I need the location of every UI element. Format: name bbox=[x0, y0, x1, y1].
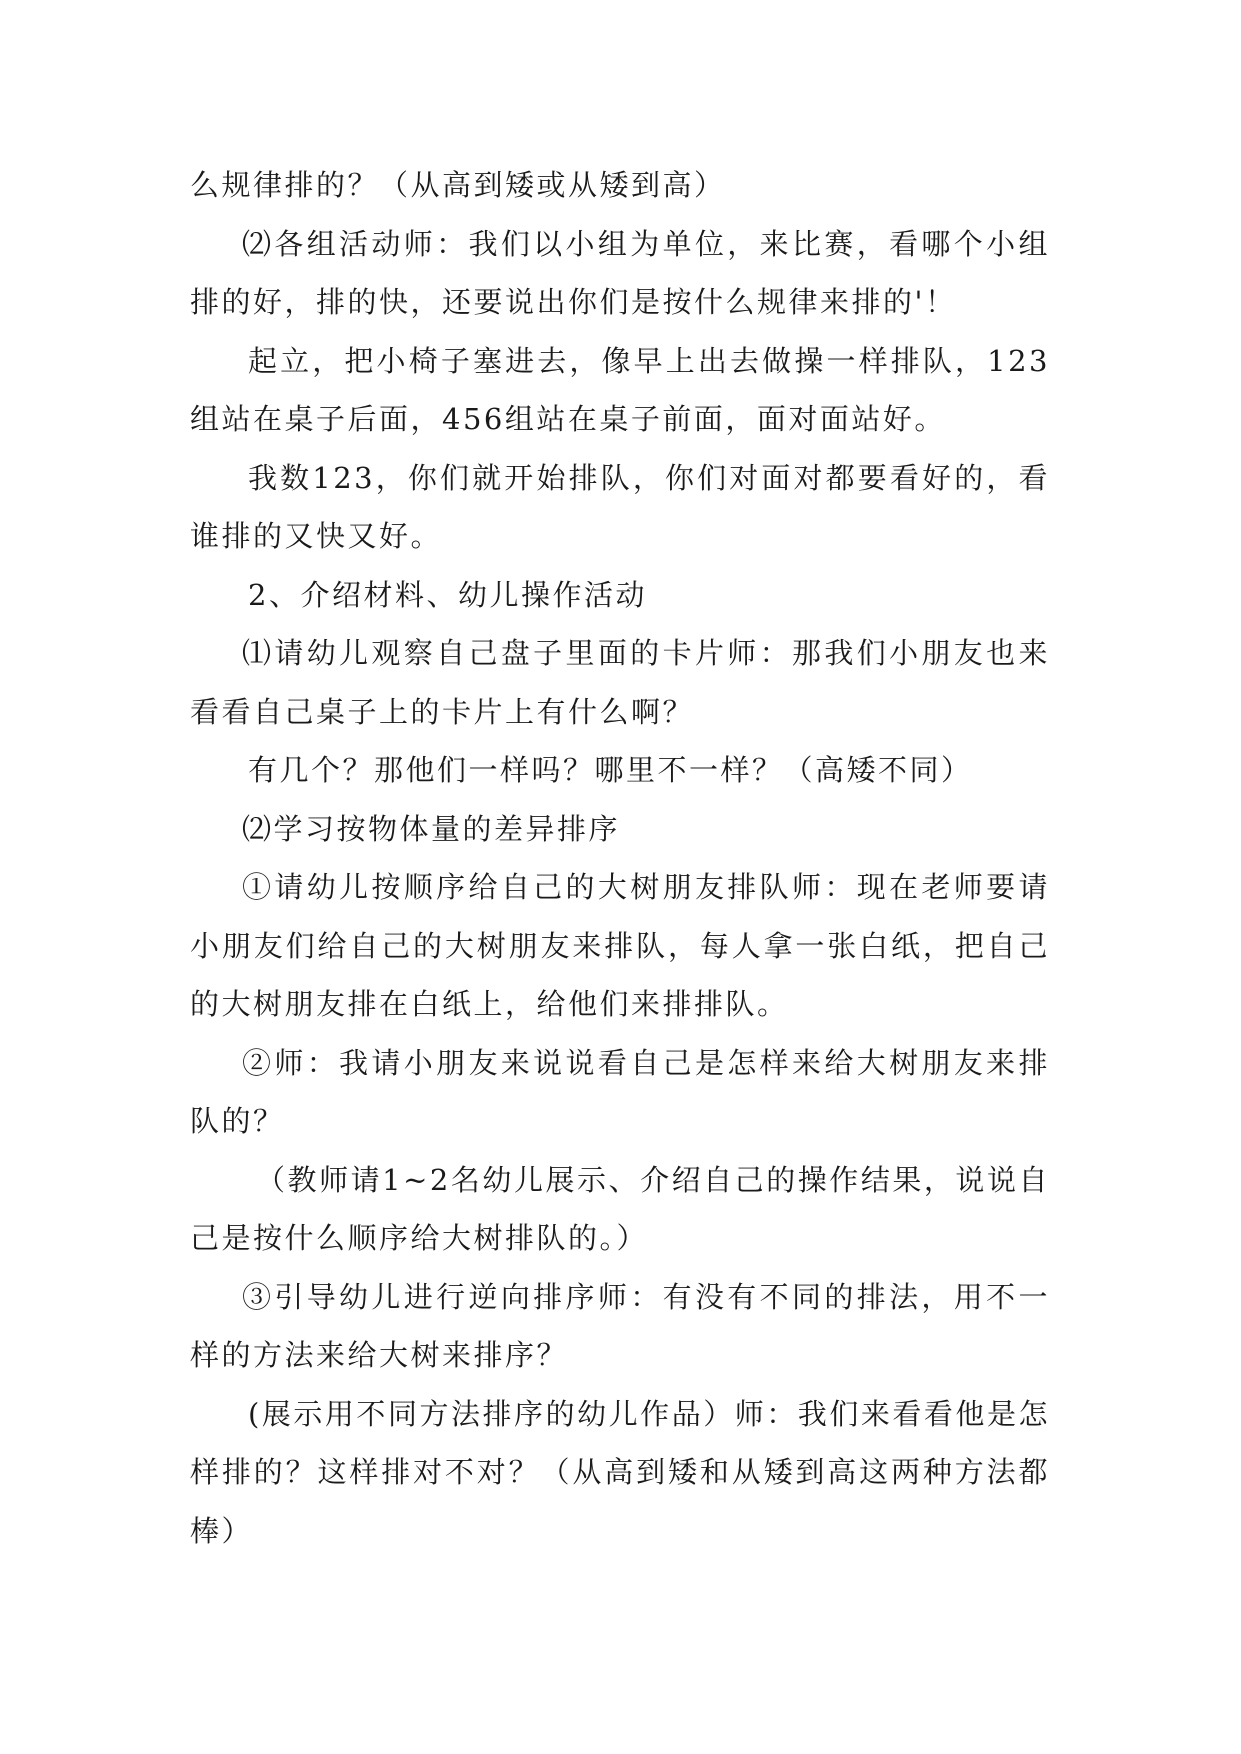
paragraph-12: ③引导幼儿进行逆向排序师：有没有不同的排法，用不一样的方法来给大树来排序？ bbox=[190, 1279, 1050, 1372]
paragraph-8: ⑵学习按物体量的差异排序 bbox=[242, 811, 621, 846]
paragraph-1: 么规律排的？（从高到矮或从矮到高） bbox=[190, 168, 726, 202]
paragraph-3: 起立，把小椅子塞进去，像早上出去做操一样排队，123组站在桌子后面，456组站在桌子前面，面对面站好。 bbox=[190, 343, 1050, 436]
paragraph-11: （教师请1~2名幼儿展示、介绍自己的操作结果，说说自己是按什么顺序给大树排队的。） bbox=[190, 1162, 1050, 1255]
paragraph-13: (展示用不同方法排序的幼儿作品）师：我们来看看他是怎样排的？这样排对不对？（从高到矮和从矮到高这两种方法都棒） bbox=[190, 1396, 1050, 1548]
paragraph-5: 2、介绍材料、幼儿操作活动 bbox=[248, 577, 647, 612]
document-body bbox=[190, 156, 1050, 1560]
paragraph-4: 我数123，你们就开始排队，你们对面对都要看好的，看谁排的又快又好。 bbox=[190, 460, 1050, 553]
paragraph-2: ⑵各组活动师：我们以小组为单位，来比赛，看哪个小组排的好，排的快，还要说出你们是按什么规律来排的'！ bbox=[190, 226, 1050, 319]
paragraph-9: ①请幼儿按顺序给自己的大树朋友排队师：现在老师要请小朋友们给自己的大树朋友来排队，每人拿一张白纸，把自己的大树朋友排在白纸上，给他们来排排队。 bbox=[190, 870, 1050, 1021]
paragraph-7: 有几个？那他们一样吗？哪里不一样？（高矮不同） bbox=[248, 753, 973, 787]
paragraph-6: ⑴请幼儿观察自己盘子里面的卡片师：那我们小朋友也来看看自己桌子上的卡片上有什么啊？ bbox=[190, 636, 1050, 729]
paragraph-10: ②师：我请小朋友来说说看自己是怎样来给大树朋友来排队的？ bbox=[190, 1045, 1050, 1138]
